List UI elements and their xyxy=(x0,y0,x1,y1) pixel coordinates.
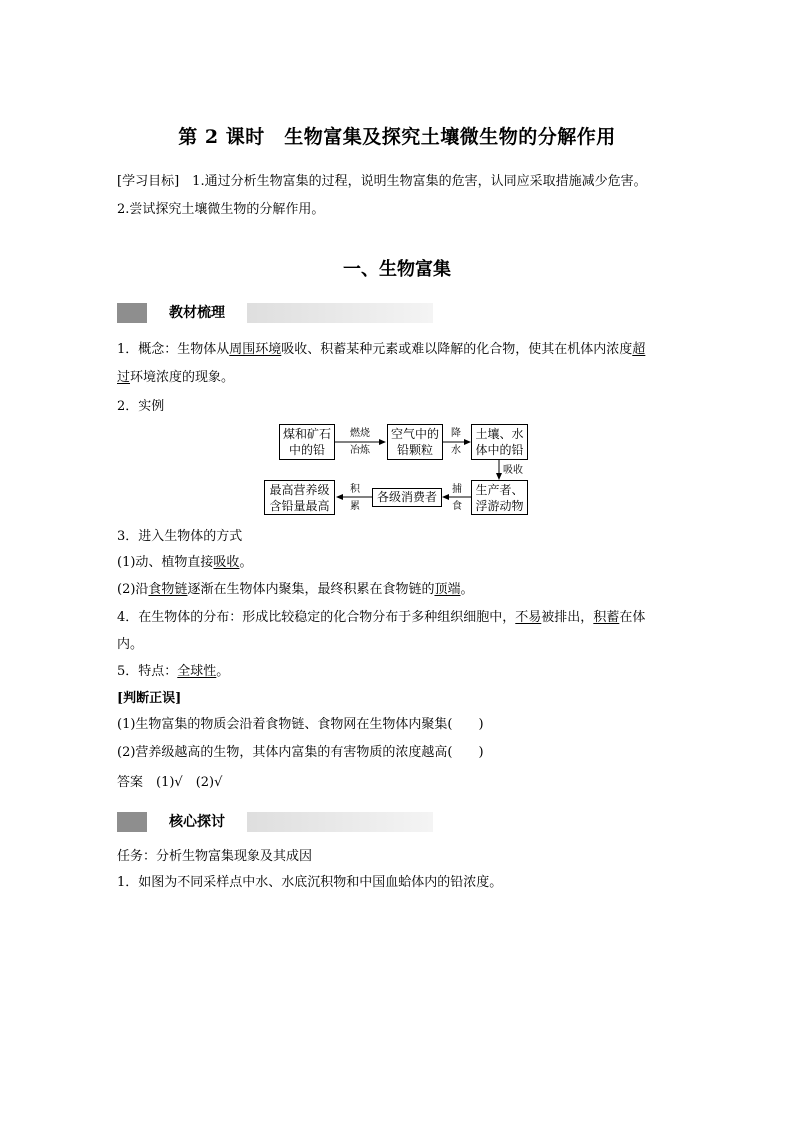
judge-question-1: (1)生物富集的物质会沿着食物链、食物网在生物体内聚集( ) xyxy=(117,717,484,732)
underline-surroundings: 周围环境 xyxy=(229,342,282,357)
page-title: 第 2 课时 生物富集及探究土壤微生物的分解作用 xyxy=(178,126,616,148)
label-rain: 降 水 xyxy=(451,428,461,456)
band-accent xyxy=(117,812,147,832)
concept-paragraph: 1．概念：生物体从周围环境吸收、积蓄某种元素或难以降解的化合物，使其在机体内浓度超 过环境浓度的现象。 xyxy=(117,342,646,385)
box-top-level: 最高营养级 含铅量最高 xyxy=(264,480,335,515)
underline-exceed: 过 xyxy=(117,370,131,385)
objective-1: 1.通过分析生物富集的过程，说明生物富集的危害，认同应采取措施减少危害。 xyxy=(192,174,647,189)
example-heading: 2．实例 xyxy=(117,399,165,414)
section-band-core xyxy=(117,812,433,832)
judge-heading: [判断正误] xyxy=(117,691,182,706)
entry-item-1: (1)动、植物直接吸收。 xyxy=(117,555,253,570)
box-consumers: 各级消费者 xyxy=(372,488,442,507)
objective-2: 2.尝试探究土壤微生物的分解作用。 xyxy=(117,202,325,217)
objectives-label: [学习目标] xyxy=(117,174,180,189)
box-producers: 生产者、 浮游动物 xyxy=(471,480,528,515)
box-soil-water: 土壤、水 体中的铅 xyxy=(471,424,528,460)
section-title: 一、生物富集 xyxy=(343,259,451,280)
band-label: 核心探讨 xyxy=(147,812,247,832)
task-item-1: 1．如图为不同采样点中水、水底沉积物和中国血蛤体内的铅浓度。 xyxy=(117,875,503,890)
box-coal-ore: 煤和矿石 中的铅 xyxy=(279,424,335,460)
label-absorb: 吸收 xyxy=(503,465,523,476)
feature-line: 5．特点：全球性。 xyxy=(117,664,230,679)
distribution-line-2: 内。 xyxy=(117,637,144,652)
label-prey: 捕 食 xyxy=(452,484,462,512)
distribution-line-1: 4．在生物体的分布：形成比较稳定的化合物分布于多种组织细胞中，不易被排出，积蓄在体 xyxy=(117,610,646,625)
entry-heading: 3．进入生物体的方式 xyxy=(117,529,243,544)
task-heading: 任务：分析生物富集现象及其成因 xyxy=(117,849,313,864)
judge-answer: 答案 (1)√ (2)√ xyxy=(117,775,223,790)
box-air-lead: 空气中的 铅颗粒 xyxy=(387,424,443,460)
judge-question-2: (2)营养级越高的生物，其体内富集的有害物质的浓度越高( ) xyxy=(117,745,484,760)
band-accent xyxy=(117,303,147,323)
learning-objectives xyxy=(117,168,682,224)
entry-item-2: (2)沿食物链逐渐在生物体内聚集，最终积累在食物链的顶端。 xyxy=(117,582,474,597)
band-label: 教材梳理 xyxy=(147,303,247,323)
label-accumulate: 积 累 xyxy=(350,484,360,512)
label-burn: 燃烧 冶炼 xyxy=(350,428,370,456)
section-band-textbook xyxy=(117,303,433,323)
